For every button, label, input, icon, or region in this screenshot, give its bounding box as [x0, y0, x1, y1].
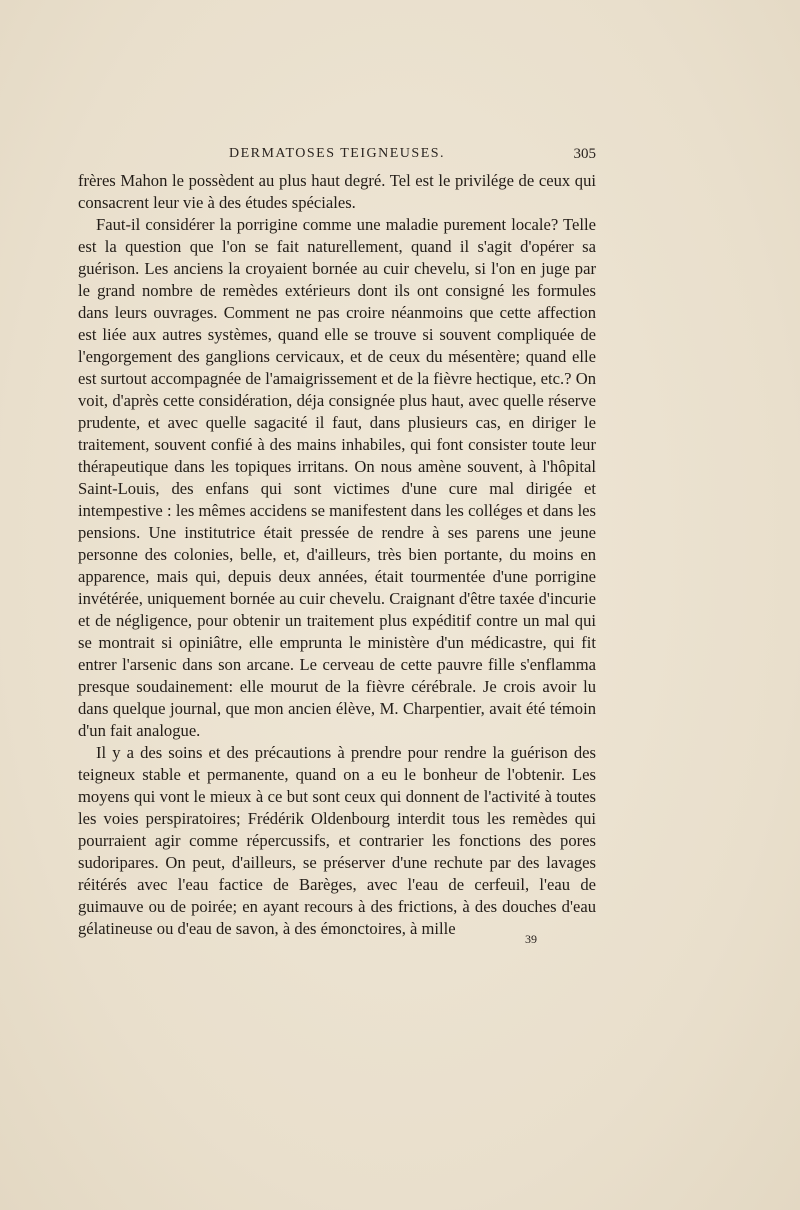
- page-number: 305: [573, 146, 596, 162]
- paragraph-continuation: frères Mahon le possèdent au plus haut degré. Tel est le privilége de ceux qui consacrent leur vie à des études spéciales.: [78, 171, 596, 212]
- signature-mark: 39: [525, 932, 537, 946]
- running-head: [78, 146, 596, 168]
- body-text: [78, 170, 596, 940]
- running-head-title: DERMATOSES TEIGNEUSES.: [228, 146, 446, 161]
- paragraph-soins-precautions: Il y a des soins et des précautions à prendre pour rendre la guérison des teigneux stable et permanente, quand on a eu le bonheur de l'obtenir. Les moyens qui vont le mieux à ce but sont ceux qui donnent de l'activité à toutes les voies perspiratoires; Frédérik Oldenbourg interdit tous les remèdes qui pourraient agir comme répercussifs, et contrarier les fonctions des pores sudoripares. On peut, d'ailleurs, se préserver d'une rechute par des lavages réitérés avec l'eau factice de Barèges, avec l'eau de cerfeuil, l'eau de guimauve ou de poirée; en ayant recours à des frictions, à des douches d'eau gélatineuse ou d'eau de savon, à des émonctoires, à mille: [78, 743, 596, 938]
- paragraph-porrigine-locale: Faut-il considérer la porrigine comme une maladie purement locale? Telle est la question que l'on se fait naturellement, quand il s'agit d'opérer sa guérison. Les anciens la croyaient bornée au cuir chevelu, si l'on en juge par le grand nombre de remèdes extérieurs dont ils ont consigné les formules dans leurs ouvrages. Comment ne pas croire néanmoins que cette affection est liée aux autres systèmes, quand elle se trouve si souvent compliquée de l'engorgement des ganglions cervicaux, et de ceux du mésentère; quand elle est surtout accompagnée de l'amaigrissement et de la fièvre hectique, etc.? On voit, d'après cette considération, déja consignée plus haut, avec quelle réserve prudente, et avec quelle sagacité il faut, dans plusieurs cas, en diriger le traitement, souvent confié à des mains inhabiles, qui font consister toute leur thérapeutique dans les topiques irritans. On nous amène souvent, à l'hôpital Saint-Louis, des enfans qui sont victimes d'une cure mal dirigée et intempestive : les mêmes accidens se manifestent dans les colléges et dans les pensions. Une institutrice était pressée de rendre à ses parens une jeune personne des colonies, belle, et, d'ailleurs, très bien portante, du moins en apparence, mais qui, depuis deux années, était tourmentée d'une porrigine invétérée, uniquement bornée au cuir chevelu. Craignant d'être taxée d'incurie et de négligence, pour obtenir un traitement plus expéditif contre un mal qui se montrait si opiniâtre, elle emprunta le ministère d'un médicastre, qui fit entrer l'arsenic dans son arcane. Le cerveau de cette pauvre fille s'enflamma presque soudainement: elle mourut de la fièvre cérébrale. Je crois avoir lu dans quelque journal, que mon ancien élève, M. Charpentier, avait été témoin d'un fait analogue.: [78, 215, 596, 740]
